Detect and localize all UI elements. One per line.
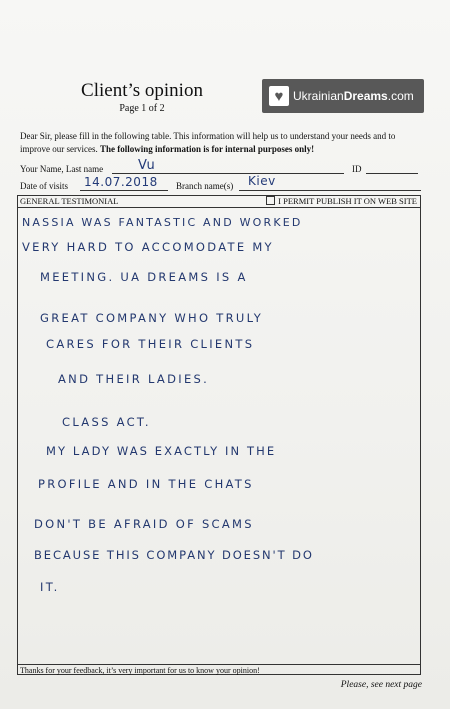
date-field[interactable]: 14.07.2018 xyxy=(84,175,158,189)
logo-text: UkrainianDreams.com xyxy=(293,89,414,103)
testimonial-line: CARES FOR THEIR CLIENTS xyxy=(46,337,255,351)
testimonial-line: AND THEIR LADIES. xyxy=(58,372,210,386)
internal-notice: The following information is for internal purposes only! xyxy=(99,144,315,154)
name-label: Your Name, Last name xyxy=(20,164,104,174)
next-page-note: Please, see next page xyxy=(340,680,422,690)
testimonial-line: BECAUSE THIS COMPANY DOESN'T DO xyxy=(34,548,314,562)
name-underline xyxy=(112,173,344,174)
testimonial-line: IT. xyxy=(40,580,60,594)
form-title: Client’s opinion xyxy=(81,80,203,101)
testimonial-line: CLASS ACT. xyxy=(62,415,151,429)
testimonial-line: MY LADY WAS EXACTLY IN THE xyxy=(46,444,277,458)
date-underline xyxy=(80,190,168,191)
page-number: Page 1 of 2 xyxy=(119,103,165,114)
intro-text: Dear Sir, please fill in the following table. This information will help us to understand your needs and to improve our services. The following information is for internal purposes only! xyxy=(20,131,396,154)
branch-field[interactable]: Kiev xyxy=(248,174,276,188)
heart-icon: ♥ xyxy=(269,86,289,106)
id-label: ID xyxy=(352,164,362,174)
branch-label: Branch name(s) xyxy=(176,181,234,191)
name-field[interactable]: Vu xyxy=(138,158,156,173)
id-underline xyxy=(366,173,418,174)
publish-permission[interactable]: I PERMIT PUBLISH IT ON WEB SITE xyxy=(266,196,417,206)
publish-checkbox[interactable] xyxy=(266,196,275,205)
brand-logo xyxy=(262,79,424,113)
feedback-footer: Thanks for your feedback, it’s very important for us to know your opinion! xyxy=(17,664,421,676)
branch-underline xyxy=(239,190,421,191)
testimonial-line: MEETING. UA DREAMS IS A xyxy=(40,270,248,284)
date-label: Date of visits xyxy=(20,181,68,191)
testimonial-box xyxy=(17,195,421,675)
testimonial-line: PROFILE AND IN THE CHATS xyxy=(38,477,254,491)
testimonial-line: GREAT COMPANY WHO TRULY xyxy=(40,311,264,325)
testimonial-header xyxy=(17,195,421,208)
testimonial-line: NASSIA WAS FANTASTIC AND WORKED xyxy=(22,216,303,229)
testimonial-heading: GENERAL TESTIMONIAL xyxy=(20,196,119,206)
testimonial-line: DON'T BE AFRAID OF SCAMS xyxy=(34,517,254,531)
testimonial-line: VERY HARD TO ACCOMODATE MY xyxy=(22,240,274,254)
